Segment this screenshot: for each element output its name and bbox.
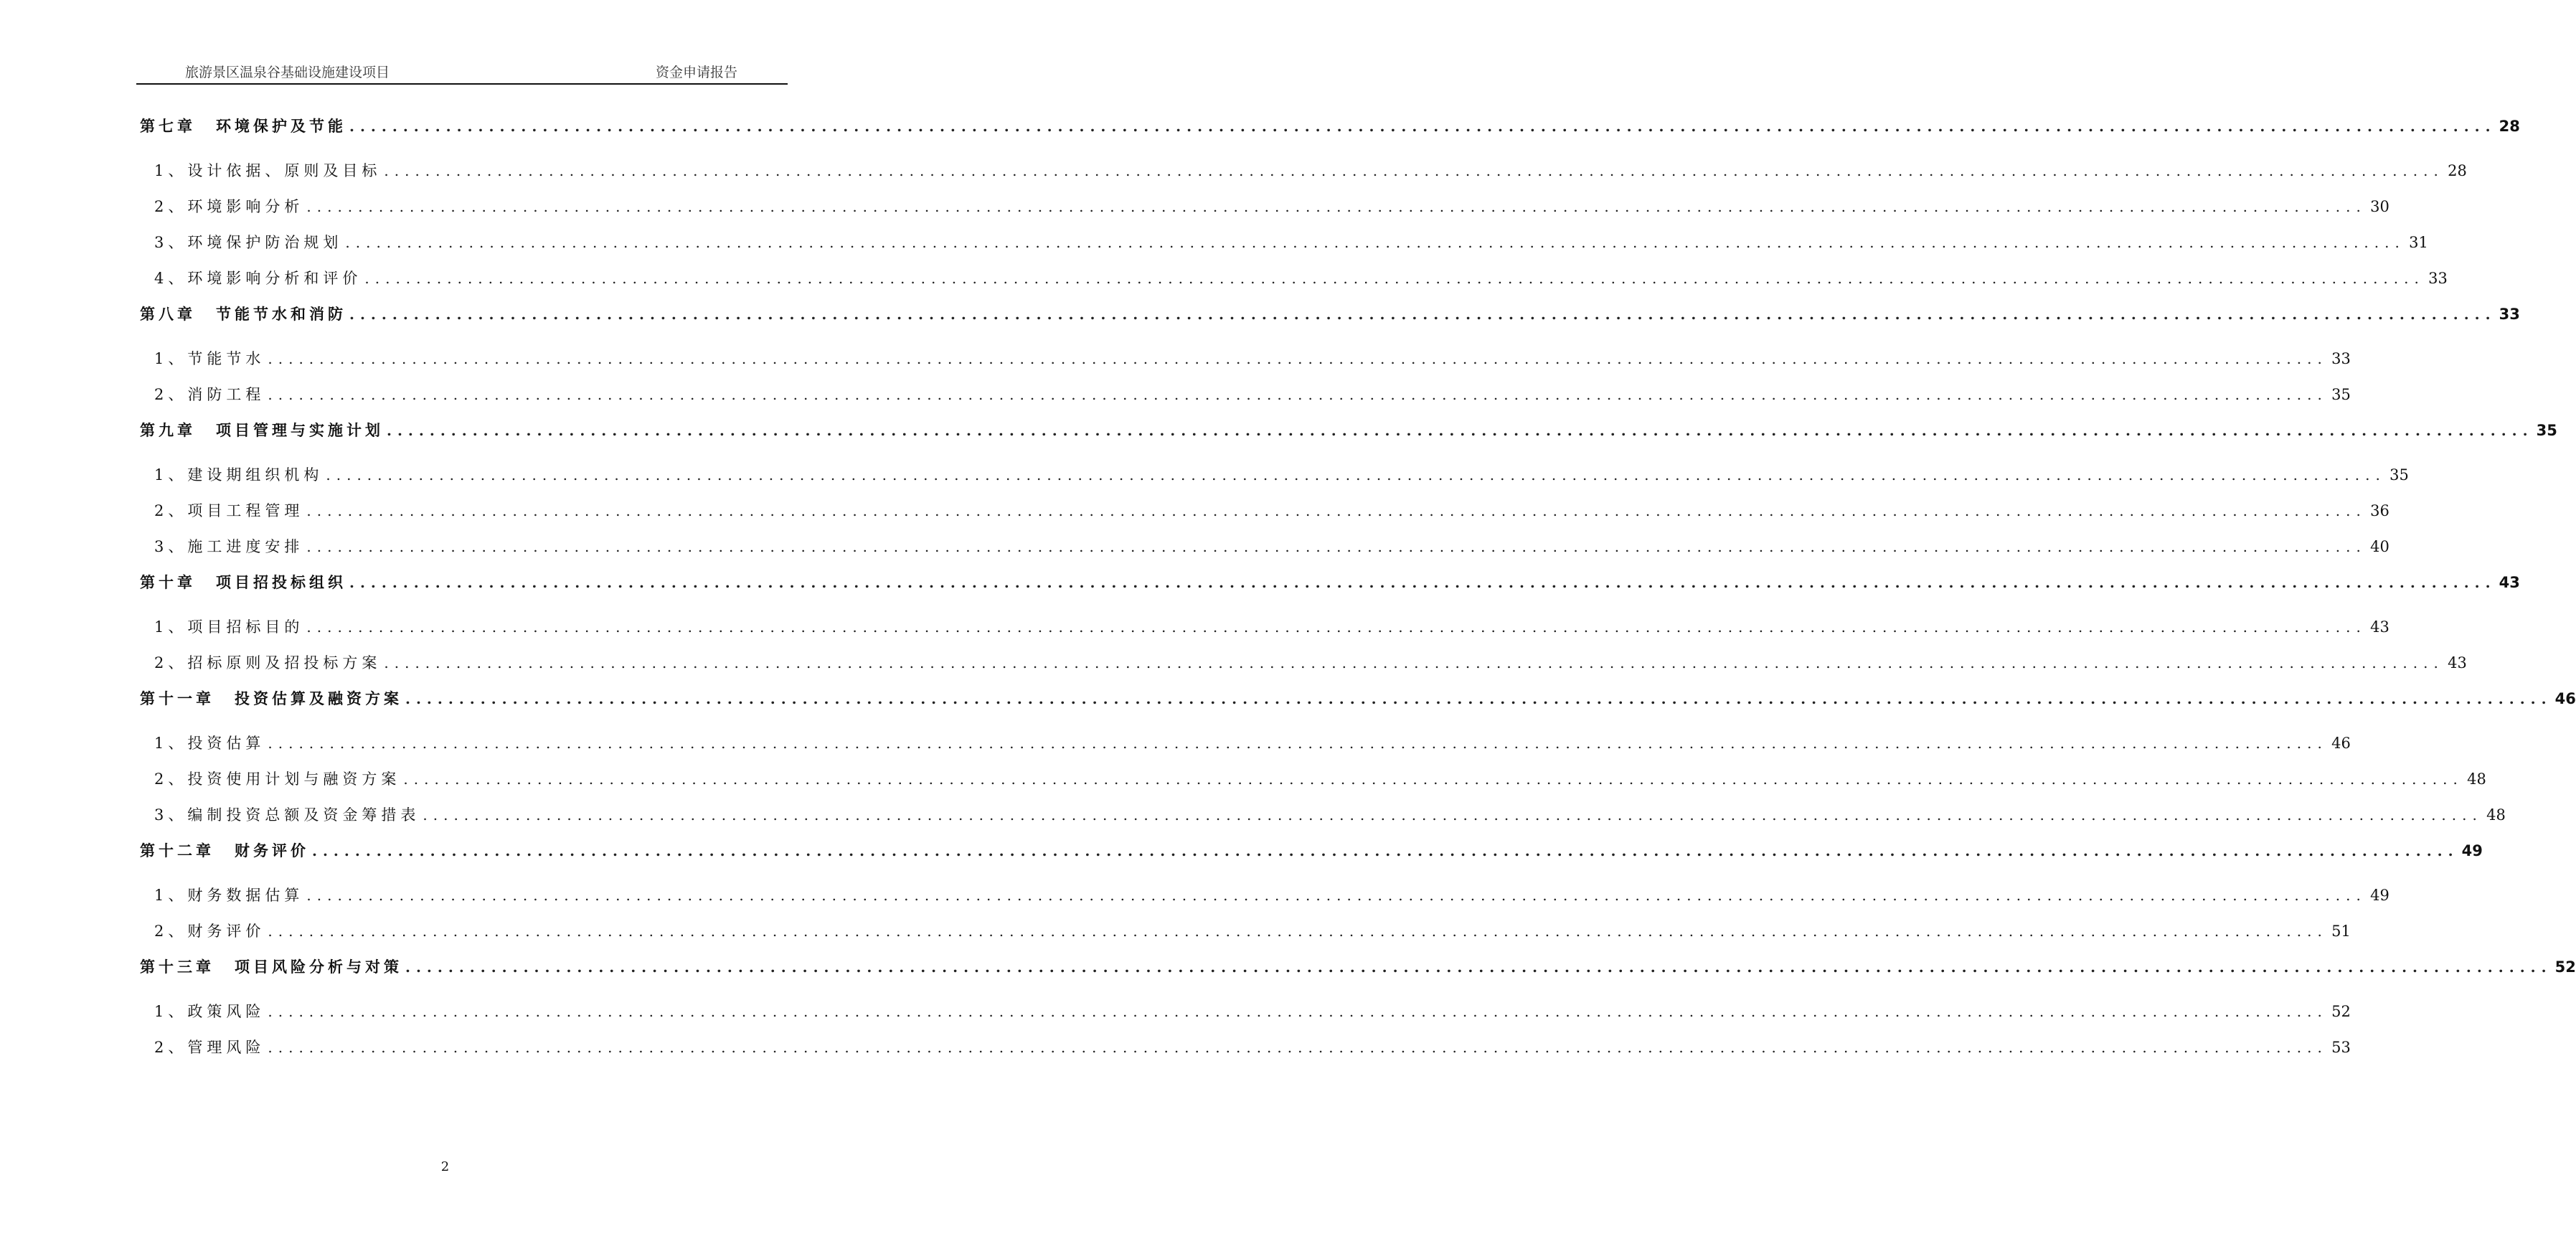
- dot-leader: ........................................................................................................................................................................................................: [345, 234, 2405, 251]
- toc-entry-label: [154, 616, 303, 637]
- toc-section-entry[interactable]: [140, 347, 2351, 383]
- chapter-number: 第八章: [140, 306, 196, 323]
- toc-entry-label: [154, 884, 303, 905]
- toc-section-entry[interactable]: [140, 535, 2389, 571]
- dot-leader: ........................................................................................................................................................................................................: [349, 574, 2496, 591]
- toc-entry-label: [154, 159, 381, 181]
- toc-page-number: 35: [2331, 386, 2351, 403]
- toc-page-number: 46: [2331, 735, 2351, 752]
- toc-entry-title: 3、施工进度安排: [154, 538, 304, 555]
- toc-entry-title: 节能节水和消防: [216, 306, 346, 323]
- dot-leader: ........................................................................................................................................................................................................: [405, 690, 2552, 707]
- toc-page-number: 35: [2389, 466, 2409, 484]
- dot-leader: ........................................................................................................................................................................................................: [306, 198, 2367, 215]
- toc-page-number: 36: [2370, 502, 2389, 519]
- toc-entry-title: 1、项目招标目的: [154, 618, 304, 636]
- dot-leader: ........................................................................................................................................................................................................: [387, 422, 2534, 439]
- toc-entry-label: [140, 687, 402, 709]
- chapter-number: 第九章: [140, 422, 196, 439]
- toc-entry-title: 1、政策风险: [154, 1003, 265, 1020]
- toc-page-number: 51: [2331, 923, 2351, 940]
- toc-page-number: 48: [2486, 806, 2506, 824]
- toc-chapter-entry[interactable]: [140, 839, 2483, 884]
- toc-page-number: 31: [2409, 234, 2428, 251]
- toc-chapter-entry[interactable]: [140, 419, 2557, 463]
- toc-page-number: 33: [2428, 270, 2448, 287]
- toc-entry-label: [154, 347, 265, 369]
- page-number: 2: [440, 1159, 450, 1174]
- toc-entry-title: 1、财务数据估算: [154, 887, 304, 904]
- dot-leader: ........................................................................................................................................................................................................: [306, 618, 2367, 636]
- toc-entry-title: 财务评价: [235, 842, 309, 859]
- toc-page-number: 28: [2499, 118, 2520, 135]
- toc-section-entry[interactable]: [140, 616, 2389, 651]
- page-header: [136, 62, 788, 85]
- toc-section-entry[interactable]: [140, 1036, 2351, 1072]
- toc-page-number: 49: [2370, 887, 2389, 904]
- toc-section-entry[interactable]: [140, 803, 2506, 839]
- toc-entry-title: 项目招投标组织: [216, 574, 346, 591]
- chapter-number: 第十一章: [140, 690, 214, 707]
- toc-entry-label: [154, 267, 362, 288]
- toc-page-number: 48: [2467, 770, 2486, 788]
- toc-page-number: 33: [2331, 350, 2351, 367]
- dot-leader: ........................................................................................................................................................................................................: [326, 466, 2386, 484]
- toc-entry-label: [140, 303, 346, 324]
- toc-entry-label: [140, 115, 346, 136]
- dot-leader: ........................................................................................................................................................................................................: [364, 270, 2425, 287]
- toc-page-number: 46: [2554, 690, 2576, 707]
- toc-page-number: 40: [2370, 538, 2389, 555]
- toc-entry-label: [154, 231, 342, 253]
- toc-entry-label: [154, 651, 381, 673]
- toc-entry-title: 2、项目工程管理: [154, 502, 304, 519]
- toc-entry-title: 3、环境保护防治规划: [154, 234, 343, 251]
- toc-page-number: 52: [2331, 1003, 2351, 1020]
- dot-leader: ........................................................................................................................................................................................................: [268, 923, 2328, 940]
- toc-entry-title: 2、消防工程: [154, 386, 265, 403]
- dot-leader: ........................................................................................................................................................................................................: [349, 118, 2496, 135]
- dot-leader: ........................................................................................................................................................................................................: [312, 842, 2459, 859]
- toc-entry-label: [154, 732, 265, 753]
- dot-leader: ........................................................................................................................................................................................................: [405, 958, 2552, 976]
- toc-section-entry[interactable]: [140, 231, 2428, 267]
- toc-page-number: 28: [2448, 162, 2467, 179]
- toc-chapter-entry[interactable]: [140, 303, 2520, 347]
- toc-page-number: 35: [2536, 422, 2557, 439]
- dot-leader: ........................................................................................................................................................................................................: [349, 306, 2496, 323]
- dot-leader: ........................................................................................................................................................................................................: [268, 735, 2328, 752]
- toc-entry-label: [154, 1000, 265, 1022]
- toc-entry-label: [154, 195, 303, 217]
- toc-entry-label: [140, 419, 384, 440]
- dot-leader: ........................................................................................................................................................................................................: [268, 350, 2328, 367]
- toc-section-entry[interactable]: [140, 884, 2389, 920]
- toc-page-number: 33: [2499, 306, 2520, 323]
- toc-entry-title: 1、投资估算: [154, 735, 265, 752]
- toc-section-entry[interactable]: [140, 159, 2467, 195]
- toc-entry-title: 1、建设期组织机构: [154, 466, 324, 484]
- toc-entry-label: [154, 768, 400, 789]
- toc-page-number: 43: [2499, 574, 2520, 591]
- toc-page-number: 53: [2331, 1039, 2351, 1056]
- dot-leader: ........................................................................................................................................................................................................: [306, 502, 2367, 519]
- toc-section-entry[interactable]: [140, 768, 2486, 803]
- dot-leader: ........................................................................................................................................................................................................: [306, 538, 2367, 555]
- header-project-title: 旅游景区温泉谷基础设施建设项目: [185, 65, 390, 80]
- toc-section-entry[interactable]: [140, 1000, 2351, 1036]
- toc-entry-label: [154, 499, 303, 521]
- toc-entry-title: 2、招标原则及招投标方案: [154, 654, 382, 671]
- toc-page-number: 43: [2370, 618, 2389, 636]
- toc-chapter-entry[interactable]: [140, 115, 2520, 159]
- toc-entry-title: 2、财务评价: [154, 923, 265, 940]
- toc-entry-label: [154, 920, 265, 941]
- toc-entry-label: [140, 956, 402, 977]
- toc-page-number: 52: [2554, 958, 2576, 976]
- chapter-number: 第十章: [140, 574, 196, 591]
- toc-entry-title: 4、环境影响分析和评价: [154, 270, 362, 287]
- toc-section-entry[interactable]: [140, 920, 2351, 956]
- toc-entry-label: [140, 571, 346, 593]
- toc-entry-label: [154, 535, 303, 557]
- dot-leader: ........................................................................................................................................................................................................: [268, 1003, 2328, 1020]
- dot-leader: ........................................................................................................................................................................................................: [306, 887, 2367, 904]
- chapter-number: 第七章: [140, 118, 196, 135]
- dot-leader: ........................................................................................................................................................................................................: [423, 806, 2483, 824]
- toc-section-entry[interactable]: [140, 732, 2351, 768]
- toc-entry-title: 3、编制投资总额及资金筹措表: [154, 806, 420, 824]
- chapter-number: 第十三章: [140, 958, 214, 976]
- toc-section-entry[interactable]: [140, 195, 2389, 231]
- toc-chapter-entry[interactable]: [140, 956, 2576, 1000]
- toc-entry-title: 1、设计依据、原则及目标: [154, 162, 382, 179]
- toc-entry-title: 项目风险分析与对策: [235, 958, 402, 976]
- toc-entry-title: 1、节能节水: [154, 350, 265, 367]
- toc-section-entry[interactable]: [140, 267, 2448, 303]
- chapter-number: 第十二章: [140, 842, 214, 859]
- toc-entry-label: [154, 803, 420, 825]
- toc-entry-label: [140, 839, 309, 861]
- toc-entry-title: 环境保护及节能: [216, 118, 346, 135]
- dot-leader: ........................................................................................................................................................................................................: [403, 770, 2463, 788]
- toc-entry-label: [154, 383, 265, 405]
- toc-page-number: 30: [2370, 198, 2389, 215]
- dot-leader: ........................................................................................................................................................................................................: [268, 386, 2328, 403]
- toc-entry-label: [154, 1036, 265, 1057]
- header-doc-type: 资金申请报告: [655, 65, 737, 80]
- toc-chapter-entry[interactable]: [140, 571, 2520, 616]
- dot-leader: ........................................................................................................................................................................................................: [384, 654, 2444, 671]
- toc-entry-title: 2、环境影响分析: [154, 198, 304, 215]
- toc-entry-title: 2、管理风险: [154, 1039, 265, 1056]
- toc-section-entry[interactable]: [140, 383, 2351, 419]
- toc-entry-title: 项目管理与实施计划: [216, 422, 384, 439]
- dot-leader: ........................................................................................................................................................................................................: [268, 1039, 2328, 1056]
- toc-chapter-entry[interactable]: [140, 687, 2576, 732]
- table-of-contents: [140, 115, 2576, 1072]
- toc-entry-title: 2、投资使用计划与融资方案: [154, 770, 401, 788]
- toc-section-entry[interactable]: [140, 463, 2409, 499]
- toc-page-number: 49: [2461, 842, 2483, 859]
- toc-section-entry[interactable]: [140, 499, 2389, 535]
- toc-section-entry[interactable]: [140, 651, 2467, 687]
- toc-page-number: 43: [2448, 654, 2467, 671]
- dot-leader: ........................................................................................................................................................................................................: [384, 162, 2444, 179]
- toc-entry-label: [154, 463, 323, 485]
- toc-entry-title: 投资估算及融资方案: [235, 690, 402, 707]
